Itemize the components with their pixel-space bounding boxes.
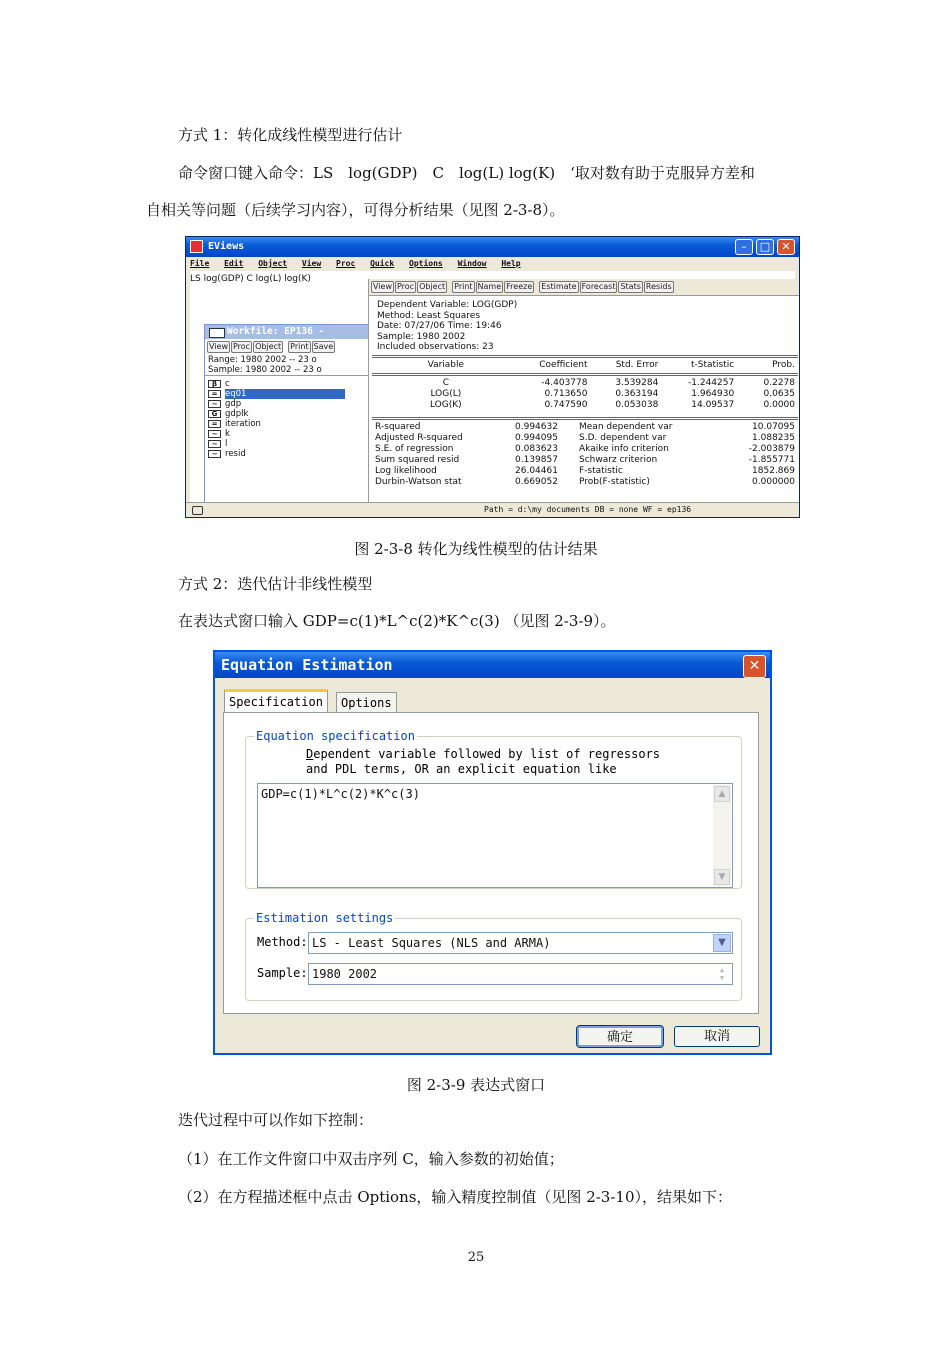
paragraph-expression: 在表达式窗口输入 GDP=c(1)*L^c(2)*K^c(3) （见图 2-3-9）。 — [178, 612, 616, 630]
table-row: Durbin-Watson stat 0.669052 Prob(F-statistic) 0.000000 — [375, 476, 795, 487]
col-prob: Prob. — [772, 359, 795, 370]
status-path: Path = d:\my documents DB = none WF = ep136 — [484, 505, 692, 514]
coefficient-table — [375, 360, 795, 371]
estimation-header — [369, 296, 800, 353]
paragraph-step2: （2）在方程描述框中点击 Options，输入精度控制值（见图 2-3-10），结果如下： — [178, 1188, 733, 1206]
col-std-error: Std. Error — [615, 359, 659, 370]
list-item[interactable]: G gdplk — [208, 409, 368, 419]
table-row: LOG(K) 0.747590 0.053038 14.09537 0.0000 — [429, 399, 795, 410]
chevron-down-icon[interactable]: ▼ — [713, 934, 731, 952]
command-window[interactable]: LS log(GDP) C log(L) log(K) — [190, 274, 311, 284]
list-item[interactable]: ~ resid — [208, 449, 368, 459]
method-label: Method: — [257, 935, 308, 949]
menu-quick[interactable]: Quick — [370, 259, 395, 268]
figure-caption-2: 图 2-3-9 表达式窗口 — [406, 1076, 546, 1094]
header-line: Date: 07/27/06 Time: 19:46 — [377, 321, 502, 331]
statistics-table — [375, 422, 795, 488]
paragraph-step1: （1）在工作文件窗口中双击序列 C，输入参数的初始值； — [178, 1150, 564, 1168]
table-row: Log likelihood 26.04461 F-statistic 1852.869 — [375, 465, 795, 476]
eq-freeze-button[interactable]: Freeze — [506, 282, 533, 291]
status-bar — [186, 502, 799, 517]
ok-button[interactable]: 确定 — [577, 1026, 663, 1047]
coefficient-rows — [375, 378, 795, 411]
col-t-statistic: t-Statistic — [690, 359, 735, 370]
table-row: Sum squared resid 0.139857 Schwarz criterion -1.855771 — [375, 454, 795, 465]
list-item[interactable]: ~ gdp — [208, 399, 368, 409]
menu-window[interactable]: Window — [457, 259, 487, 268]
header-line: Included observations: 23 — [377, 342, 494, 352]
eq-stats-button[interactable]: Stats — [620, 282, 641, 291]
eq-forecast-button[interactable]: Forecast — [581, 282, 616, 291]
eq-resids-button[interactable]: Resids — [645, 282, 672, 291]
eq-proc-button[interactable]: Proc — [396, 282, 415, 291]
eviews-title: EViews — [208, 241, 245, 252]
estimation-settings-group — [245, 911, 742, 1001]
series-icon: ~ — [208, 440, 221, 448]
eq-view-button[interactable]: View — [373, 282, 392, 291]
paragraph-command-line1: 命令窗口键入命令：LS log(GDP) C log(L) log(K) ‘取对数有助于克服异方差和 — [178, 164, 755, 182]
col-variable: Variable — [427, 359, 465, 370]
wf-view-button[interactable]: View — [209, 342, 228, 351]
sample-label: Sample: — [257, 966, 308, 980]
method-select[interactable] — [308, 932, 733, 954]
paragraph-method1: 方式 1：转化成线性模型进行估计 — [178, 126, 403, 144]
close-button[interactable]: ✕ — [777, 239, 795, 255]
page-number: 25 — [467, 1250, 485, 1265]
spec-hint-line1: Dependent variable followed by list of regressors — [306, 747, 661, 761]
maximize-button[interactable]: □ — [756, 239, 774, 255]
list-item[interactable]: = iteration — [208, 419, 368, 429]
wf-print-button[interactable]: Print — [290, 342, 309, 351]
series-icon: ~ — [208, 400, 221, 408]
menu-view[interactable]: View — [301, 259, 322, 268]
table-header-row — [375, 360, 795, 371]
col-coefficient: Coefficient — [539, 359, 588, 370]
menu-bar — [190, 259, 799, 271]
table-row: C -4.403778 3.539284 -1.244257 0.2278 — [442, 377, 795, 388]
wf-proc-button[interactable]: Proc — [232, 342, 251, 351]
series-icon: ~ — [208, 430, 221, 438]
workfile-title: Workfile: EP136 - — [227, 326, 325, 337]
eq-object-button[interactable]: Object — [419, 282, 446, 291]
menu-options[interactable]: Options — [409, 259, 443, 268]
menu-proc[interactable]: Proc — [336, 259, 356, 268]
scroll-down-icon[interactable]: ▼ — [714, 869, 730, 885]
specification-panel — [223, 712, 759, 1014]
dialog-titlebar — [215, 652, 770, 678]
list-item[interactable]: β c — [208, 379, 368, 389]
scroll-up-icon[interactable]: ▲ — [714, 786, 730, 802]
workfile-range-sample — [205, 355, 368, 376]
list-item[interactable]: ~ l — [208, 439, 368, 449]
paragraph-iteration: 迭代过程中可以作如下控制： — [178, 1111, 374, 1129]
workfile-toolbar — [205, 339, 368, 355]
workfile-window-icon — [209, 328, 225, 338]
list-item[interactable]: = eq01 — [208, 389, 368, 399]
coef-icon: β — [208, 380, 221, 388]
group-icon: G — [208, 410, 221, 418]
close-icon[interactable]: ✕ — [743, 655, 766, 678]
table-row: Adjusted R-squared 0.994095 S.D. dependent var 1.088235 — [375, 432, 795, 443]
minimize-button[interactable]: – — [735, 239, 753, 255]
wf-object-button[interactable]: Object — [255, 342, 282, 351]
equation-estimation-dialog — [213, 650, 772, 1055]
workfile-titlebar — [205, 325, 368, 339]
menu-edit[interactable]: Edit — [224, 259, 244, 268]
workfile-object-list — [208, 379, 368, 459]
menu-help[interactable]: Help — [501, 259, 521, 268]
equation-toolbar — [369, 279, 800, 296]
menu-object[interactable]: Object — [258, 259, 288, 268]
tab-options[interactable]: Options — [336, 692, 397, 713]
table-row: R-squared 0.994632 Mean dependent var 10.07095 — [375, 421, 795, 432]
menu-file[interactable]: File — [190, 259, 210, 268]
eq-name-button[interactable]: Name — [477, 282, 502, 291]
dialog-title: Equation Estimation — [221, 656, 393, 674]
table-row: LOG(L) 0.713650 0.363194 1.964930 0.0635 — [430, 388, 795, 399]
sample-value: 1980 2002 — [312, 967, 378, 981]
list-item[interactable]: ~ k — [208, 429, 368, 439]
eviews-app-icon — [190, 240, 203, 253]
equation-icon: = — [208, 390, 221, 398]
eq-print-button[interactable]: Print — [454, 282, 473, 291]
equation-spec-input[interactable] — [257, 783, 733, 888]
tab-specification[interactable]: Specification — [224, 689, 328, 715]
sample-input[interactable] — [308, 963, 733, 985]
table-row: S.E. of regression 0.083623 Akaike info criterion -2.003879 — [375, 443, 795, 454]
spec-hint-line2: and PDL terms, OR an explicit equation like — [306, 762, 617, 776]
header-line: Dependent Variable: LOG(GDP) — [377, 300, 518, 310]
wf-save-button[interactable]: Save — [313, 342, 334, 351]
spin-icon[interactable]: ▲ ▼ — [719, 966, 725, 982]
header-line: Method: Least Squares — [377, 310, 481, 321]
paragraph-command-line2: 自相关等问题（后续学习内容），可得分析结果（见图 2-3-8）。 — [146, 201, 565, 219]
estimation-settings-legend: Estimation settings — [256, 911, 394, 925]
status-icon — [192, 506, 203, 515]
method-value: LS - Least Squares (NLS and ARMA) — [312, 936, 551, 950]
workfile-sample: Sample: 1980 2002 -- 23 o — [208, 365, 322, 375]
figure-caption-1: 图 2-3-8 转化为线性模型的估计结果 — [354, 540, 598, 558]
eviews-titlebar — [186, 237, 799, 257]
workfile-window — [204, 324, 369, 506]
series-icon: ~ — [208, 450, 221, 458]
cancel-button[interactable]: 取消 — [674, 1026, 760, 1047]
workfile-range: Range: 1980 2002 -- 23 o — [208, 355, 317, 365]
paragraph-method2: 方式 2：迭代估计非线性模型 — [178, 575, 373, 593]
eq-estimate-button[interactable]: Estimate — [541, 282, 577, 291]
header-line: Sample: 1980 2002 — [377, 331, 466, 342]
equation-icon: = — [208, 420, 221, 428]
eviews-window — [185, 236, 800, 518]
equation-spec-legend: Equation specification — [256, 729, 415, 743]
equation-window — [368, 279, 800, 511]
equation-spec-value: GDP=c(1)*L^c(2)*K^c(3) — [261, 787, 420, 801]
spec-scrollbar[interactable] — [713, 785, 731, 886]
